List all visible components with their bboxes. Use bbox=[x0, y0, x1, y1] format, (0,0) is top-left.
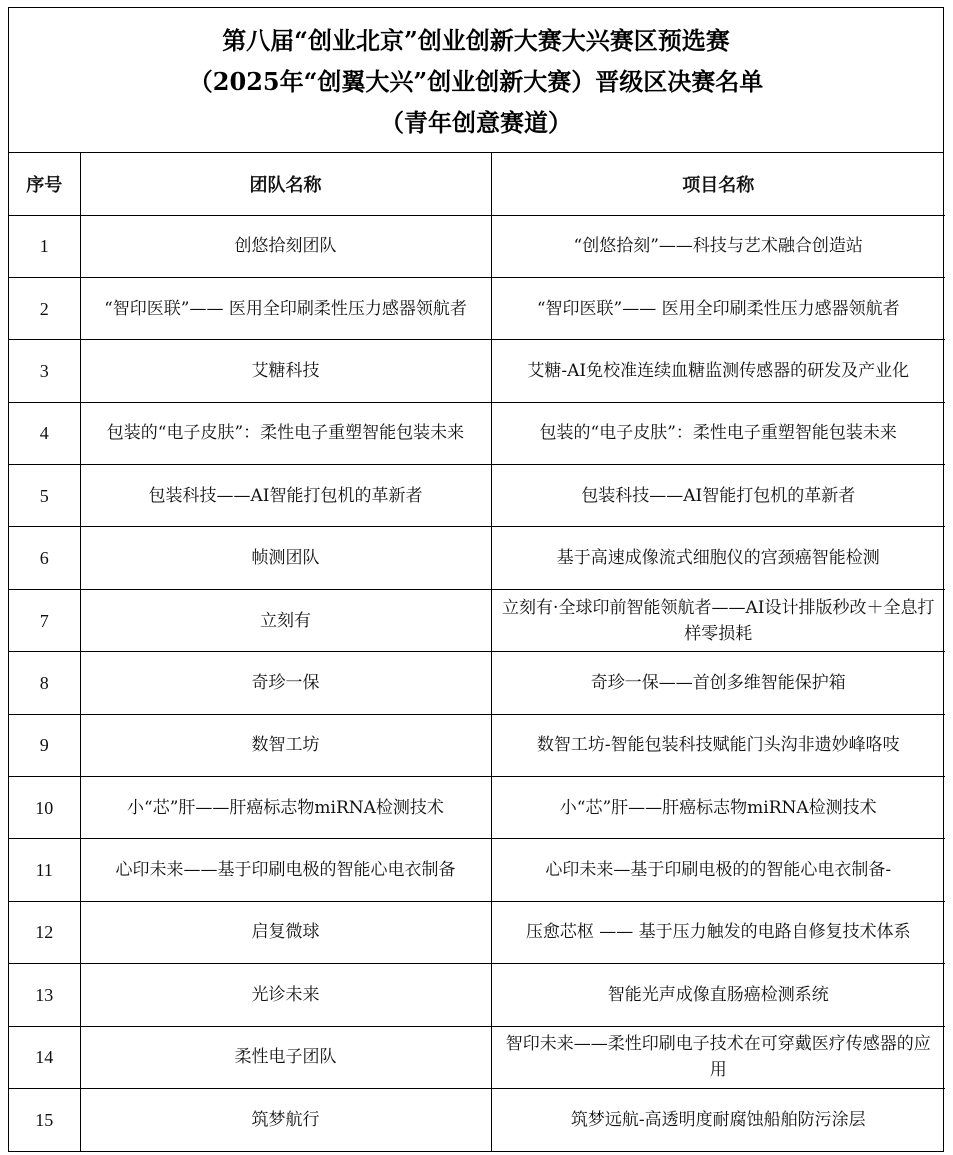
project-name: 小“芯”肝——肝癌标志物miRNA检测技术 bbox=[491, 777, 945, 839]
team-name: 创悠拾刻团队 bbox=[80, 215, 491, 277]
project-name: 压愈芯枢 —— 基于压力触发的电路自修复技术体系 bbox=[491, 901, 945, 963]
table-row bbox=[9, 277, 945, 339]
row-index: 10 bbox=[9, 777, 80, 839]
team-name: 数智工坊 bbox=[80, 714, 491, 776]
table-row bbox=[9, 589, 945, 651]
project-name: 智印未来——柔性印刷电子技术在可穿戴医疗传感器的应用 bbox=[491, 1026, 945, 1088]
header-row bbox=[9, 153, 945, 215]
table-row bbox=[9, 901, 945, 963]
table-row bbox=[9, 1026, 945, 1088]
project-name: 包装的“电子皮肤”：柔性电子重塑智能包装未来 bbox=[491, 402, 945, 464]
row-index: 11 bbox=[9, 839, 80, 901]
project-name: “创悠拾刻”——科技与艺术融合创造站 bbox=[491, 215, 945, 277]
row-index: 8 bbox=[9, 652, 80, 714]
table-row bbox=[9, 652, 945, 714]
row-index: 4 bbox=[9, 402, 80, 464]
title-line-1: 第八届“创业北京”创业创新大赛大兴赛区预选赛 bbox=[222, 26, 730, 55]
table-row bbox=[9, 777, 945, 839]
team-name: 光诊未来 bbox=[80, 964, 491, 1026]
team-name: 启复微球 bbox=[80, 901, 491, 963]
row-index: 13 bbox=[9, 964, 80, 1026]
project-name: 筑梦远航-高透明度耐腐蚀船舶防污涂层 bbox=[491, 1088, 945, 1150]
table-row bbox=[9, 402, 945, 464]
table-row bbox=[9, 714, 945, 776]
row-index: 12 bbox=[9, 901, 80, 963]
table-row bbox=[9, 465, 945, 527]
project-name: 基于高速成像流式细胞仪的宫颈癌智能检测 bbox=[491, 527, 945, 589]
project-name: 心印未来—基于印刷电极的的智能心电衣制备- bbox=[491, 839, 945, 901]
row-index: 5 bbox=[9, 465, 80, 527]
project-name: 数智工坊-智能包装科技赋能门头沟非遗妙峰咯吱 bbox=[491, 714, 945, 776]
header-team: 团队名称 bbox=[80, 153, 491, 215]
team-name: 柔性电子团队 bbox=[80, 1026, 491, 1088]
header-index: 序号 bbox=[9, 153, 80, 215]
row-index: 1 bbox=[9, 215, 80, 277]
row-index: 7 bbox=[9, 589, 80, 651]
finalists-table bbox=[9, 153, 945, 1151]
team-name: 心印未来——基于印刷电极的智能心电衣制备 bbox=[80, 839, 491, 901]
table-row bbox=[9, 839, 945, 901]
table-row bbox=[9, 215, 945, 277]
row-index: 2 bbox=[9, 277, 80, 339]
team-name: 小“芯”肝——肝癌标志物miRNA检测技术 bbox=[80, 777, 491, 839]
row-index: 6 bbox=[9, 527, 80, 589]
results-sheet bbox=[8, 7, 944, 1152]
team-name: 筑梦航行 bbox=[80, 1088, 491, 1150]
table-row bbox=[9, 1088, 945, 1150]
title-line-2: （2025年“创翼大兴”创业创新大赛）晋级区决赛名单 bbox=[188, 67, 764, 96]
project-name: 立刻有·全球印前智能领航者——AI设计排版秒改＋全息打样零损耗 bbox=[491, 589, 945, 651]
project-name: 奇珍一保——首创多维智能保护箱 bbox=[491, 652, 945, 714]
header-project: 项目名称 bbox=[491, 153, 945, 215]
project-name: 智能光声成像直肠癌检测系统 bbox=[491, 964, 945, 1026]
team-name: 包装的“电子皮肤”：柔性电子重塑智能包装未来 bbox=[80, 402, 491, 464]
team-name: 奇珍一保 bbox=[80, 652, 491, 714]
title-line-3: （青年创意赛道） bbox=[380, 108, 572, 137]
team-name: “智印医联”—— 医用全印刷柔性压力感器领航者 bbox=[80, 277, 491, 339]
project-name: “智印医联”—— 医用全印刷柔性压力感器领航者 bbox=[491, 277, 945, 339]
table-row bbox=[9, 527, 945, 589]
table-row bbox=[9, 964, 945, 1026]
row-index: 15 bbox=[9, 1088, 80, 1150]
team-name: 立刻有 bbox=[80, 589, 491, 651]
row-index: 14 bbox=[9, 1026, 80, 1088]
row-index: 9 bbox=[9, 714, 80, 776]
team-name: 帧测团队 bbox=[80, 527, 491, 589]
row-index: 3 bbox=[9, 340, 80, 402]
team-name: 艾糖科技 bbox=[80, 340, 491, 402]
project-name: 包装科技——AI智能打包机的革新者 bbox=[491, 465, 945, 527]
project-name: 艾糖-AI免校准连续血糖监测传感器的研发及产业化 bbox=[491, 340, 945, 402]
team-name: 包装科技——AI智能打包机的革新者 bbox=[80, 465, 491, 527]
title-block bbox=[9, 8, 943, 153]
table-row bbox=[9, 340, 945, 402]
